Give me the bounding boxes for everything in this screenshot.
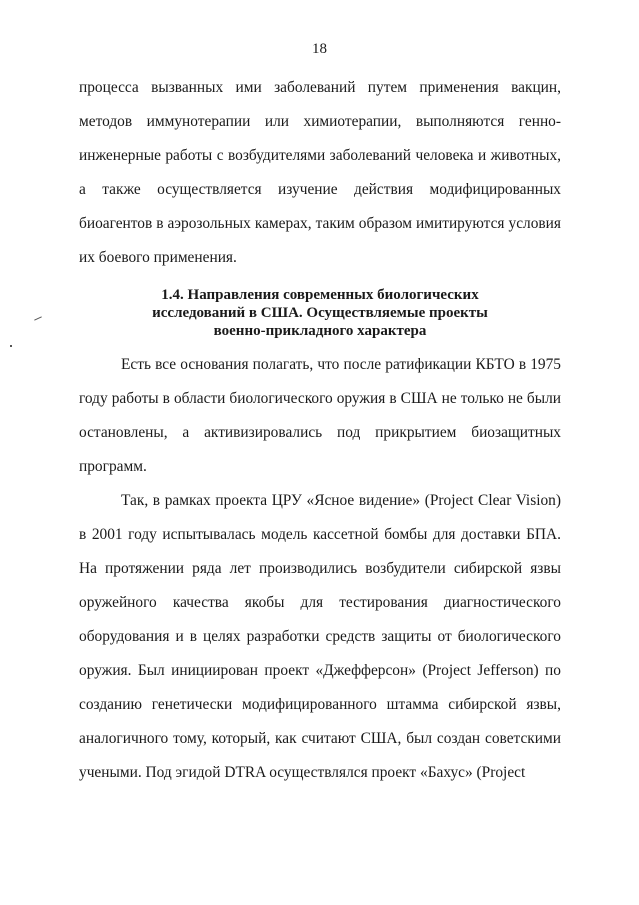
- section-heading-line-1: 1.4. Направления современных биологических: [161, 287, 479, 303]
- section-heading: [79, 286, 561, 340]
- section-heading-line-3: военно-прикладного характера: [213, 323, 427, 339]
- paragraph-3: Так, в рамках проекта ЦРУ «Ясное видение» (Project Clear Vision) в 2001 году испытывалась модель кассетной бомбы для доставки БПА. На протяжении ряда лет производились возбудители сибирской язвы оружейного качества якобы для тестирования диагностического оборудования и в целях разработки средств защиты от биологического оружия. Был инициирован проект «Джефферсон» (Project Jefferson) по созданию генетически модифицированного штамма сибирской язвы, аналогичного тому, который, как считают США, был создан советскими учеными. Под эгидой DTRA осуществлялся проект «Бахус» (Project: [79, 492, 561, 781]
- section-heading-line-2: исследований в США. Осуществляемые проекты: [152, 305, 488, 321]
- paragraph-2: Есть все основания полагать, что после ратификации КБТО в 1975 году работы в области биологического оружия в США не только не были остановлены, а активизировались под прикрытием биозащитных программ.: [79, 356, 561, 475]
- paragraph-continuation: [79, 71, 561, 275]
- scan-mark: [34, 316, 42, 320]
- section-body: [79, 348, 561, 790]
- page-number: 18: [312, 41, 327, 57]
- scan-dot: [10, 345, 12, 347]
- paragraph-1: процесса вызванных ими заболеваний путем применения вакцин, методов иммунотерапии или химиотерапии, выполняются генно-инженерные работы с возбудителями заболеваний человека и животных, а также осуществляется изучение действия модифицированных биоагентов в аэрозольных камерах, таким образом имитируются условия их боевого применения.: [79, 79, 561, 266]
